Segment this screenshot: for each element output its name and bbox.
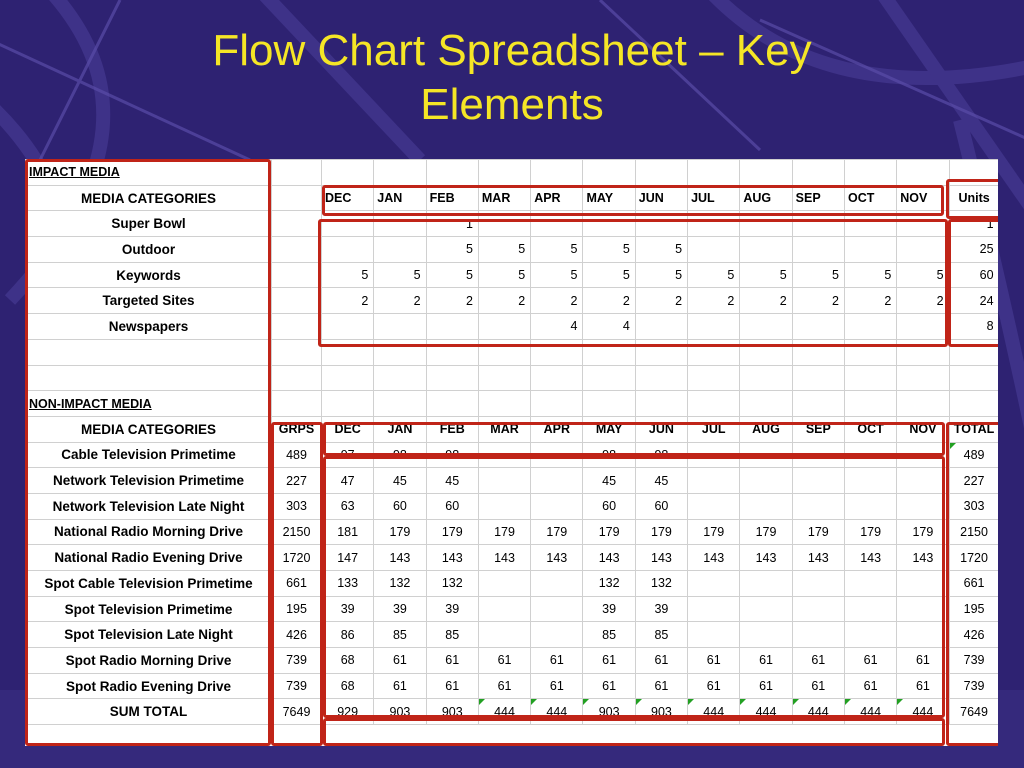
empty-cell[interactable] (635, 365, 687, 391)
impact-months-header-highlight (322, 185, 944, 216)
data-cell[interactable]: 2 (374, 288, 426, 314)
month-header[interactable]: JUN (635, 416, 687, 442)
data-cell[interactable]: 179 (583, 519, 635, 545)
units-cell[interactable]: 1 (949, 211, 998, 237)
data-cell[interactable]: 5 (531, 262, 583, 288)
data-cell[interactable]: 97 (322, 442, 374, 468)
data-cell[interactable]: 45 (426, 468, 478, 494)
empty-cell[interactable] (322, 365, 374, 391)
media-category-label[interactable]: Newspapers (26, 314, 272, 340)
month-header[interactable]: FEB (426, 416, 478, 442)
data-cell[interactable]: 61 (844, 648, 896, 674)
empty-cell[interactable] (583, 160, 635, 186)
empty-cell[interactable] (272, 314, 322, 340)
sum-data-cell[interactable]: 929 (322, 699, 374, 725)
empty-cell[interactable] (272, 211, 322, 237)
total-cell[interactable]: 195 (949, 596, 998, 622)
total-cell[interactable]: 2150 (949, 519, 998, 545)
data-cell[interactable]: 45 (374, 468, 426, 494)
data-cell[interactable]: 132 (374, 571, 426, 597)
data-cell[interactable]: 5 (688, 262, 740, 288)
impact-categories-header[interactable]: MEDIA CATEGORIES (26, 185, 272, 211)
sum-data-cell[interactable]: 444 (688, 699, 740, 725)
grps-cell[interactable]: 661 (272, 571, 322, 597)
total-cell[interactable]: 1720 (949, 545, 998, 571)
month-header[interactable]: AUG (740, 416, 792, 442)
impact-units-header-highlight (946, 179, 998, 219)
month-header[interactable]: DEC (322, 185, 374, 211)
sum-data-cell[interactable]: 903 (426, 699, 478, 725)
empty-cell[interactable] (374, 391, 426, 417)
empty-cell[interactable] (272, 262, 322, 288)
month-header[interactable]: DEC (322, 416, 374, 442)
sum-total-months-highlight (323, 718, 945, 746)
total-cell[interactable]: 227 (949, 468, 998, 494)
empty-cell[interactable] (374, 365, 426, 391)
data-cell[interactable]: 2 (635, 288, 687, 314)
month-header[interactable]: APR (531, 185, 583, 211)
empty-cell[interactable] (478, 391, 530, 417)
non-impact-categories-header[interactable]: MEDIA CATEGORIES (26, 416, 272, 442)
data-cell[interactable]: 143 (740, 545, 792, 571)
empty-cell[interactable] (897, 391, 949, 417)
media-category-label[interactable]: Spot Television Primetime (26, 596, 272, 622)
month-header[interactable]: FEB (426, 185, 478, 211)
grps-cell[interactable]: 489 (272, 442, 322, 468)
media-category-label[interactable]: Spot Radio Morning Drive (26, 648, 272, 674)
data-cell[interactable]: 179 (792, 519, 844, 545)
data-cell[interactable]: 61 (583, 648, 635, 674)
grps-cell[interactable]: 739 (272, 648, 322, 674)
empty-cell[interactable] (322, 391, 374, 417)
data-cell[interactable]: 60 (426, 493, 478, 519)
empty-cell[interactable] (531, 391, 583, 417)
empty-cell[interactable] (740, 160, 792, 186)
data-cell[interactable]: 39 (322, 596, 374, 622)
month-header[interactable]: OCT (844, 416, 896, 442)
empty-cell[interactable] (272, 160, 322, 186)
data-cell[interactable]: 61 (897, 673, 949, 699)
data-cell[interactable]: 143 (635, 545, 687, 571)
sum-data-cell[interactable]: 444 (844, 699, 896, 725)
sum-data-cell[interactable]: 903 (374, 699, 426, 725)
data-cell[interactable]: 61 (531, 673, 583, 699)
data-cell[interactable]: 5 (844, 262, 896, 288)
empty-cell[interactable] (897, 160, 949, 186)
data-cell[interactable]: 5 (478, 237, 530, 263)
units-cell[interactable]: 24 (949, 288, 998, 314)
empty-cell[interactable] (426, 391, 478, 417)
data-cell[interactable]: 179 (897, 519, 949, 545)
empty-cell[interactable] (583, 391, 635, 417)
data-cell[interactable]: 179 (531, 519, 583, 545)
data-cell[interactable]: 2 (740, 288, 792, 314)
empty-cell[interactable] (740, 391, 792, 417)
data-cell[interactable]: 61 (478, 673, 530, 699)
month-header[interactable]: JUN (635, 185, 687, 211)
data-cell[interactable]: 39 (426, 596, 478, 622)
media-category-label[interactable]: Keywords (26, 262, 272, 288)
empty-cell[interactable] (740, 365, 792, 391)
month-header[interactable]: JUL (688, 416, 740, 442)
non-impact-values-highlight (323, 456, 945, 718)
data-cell[interactable]: 61 (688, 648, 740, 674)
data-cell[interactable]: 61 (478, 648, 530, 674)
data-cell[interactable]: 2 (844, 288, 896, 314)
data-cell[interactable]: 5 (426, 237, 478, 263)
empty-cell[interactable] (844, 160, 896, 186)
empty-cell[interactable] (688, 391, 740, 417)
sum-data-cell[interactable]: 444 (478, 699, 530, 725)
data-cell[interactable]: 4 (531, 314, 583, 340)
empty-cell[interactable] (272, 237, 322, 263)
data-cell[interactable]: 85 (583, 622, 635, 648)
empty-cell[interactable] (426, 365, 478, 391)
grps-cell[interactable]: 739 (272, 673, 322, 699)
data-cell[interactable]: 2 (583, 288, 635, 314)
data-cell[interactable]: 143 (531, 545, 583, 571)
data-cell[interactable]: 4 (583, 314, 635, 340)
units-cell[interactable]: 8 (949, 314, 998, 340)
total-cell[interactable]: 739 (949, 648, 998, 674)
data-cell[interactable]: 143 (583, 545, 635, 571)
data-cell[interactable]: 179 (740, 519, 792, 545)
data-cell[interactable]: 179 (426, 519, 478, 545)
units-cell[interactable]: 60 (949, 262, 998, 288)
grps-cell[interactable]: 227 (272, 468, 322, 494)
month-header[interactable]: APR (531, 416, 583, 442)
data-cell[interactable]: 5 (426, 262, 478, 288)
empty-cell[interactable] (897, 365, 949, 391)
data-cell[interactable]: 98 (635, 442, 687, 468)
grps-cell[interactable]: 2150 (272, 519, 322, 545)
data-cell[interactable]: 2 (792, 288, 844, 314)
data-cell[interactable]: 143 (478, 545, 530, 571)
sum-total-label[interactable]: SUM TOTAL (26, 699, 272, 725)
data-cell[interactable]: 45 (635, 468, 687, 494)
grps-cell[interactable]: 195 (272, 596, 322, 622)
data-cell[interactable]: 98 (583, 442, 635, 468)
total-cell[interactable]: 426 (949, 622, 998, 648)
data-cell[interactable]: 181 (322, 519, 374, 545)
slide-title-line-1: Flow Chart Spreadsheet – Key (212, 26, 812, 75)
empty-cell[interactable] (688, 160, 740, 186)
units-header[interactable]: Units (949, 185, 998, 211)
grps-column-highlight (271, 422, 323, 746)
month-header[interactable]: SEP (792, 185, 844, 211)
month-header[interactable]: NOV (897, 416, 949, 442)
empty-cell[interactable] (531, 160, 583, 186)
data-cell[interactable]: 5 (531, 237, 583, 263)
media-category-label[interactable]: Cable Television Primetime (26, 442, 272, 468)
data-cell[interactable]: 2 (531, 288, 583, 314)
data-cell[interactable]: 143 (374, 545, 426, 571)
empty-cell[interactable] (635, 160, 687, 186)
total-cell[interactable]: 489 (949, 442, 998, 468)
media-category-label[interactable]: National Radio Morning Drive (26, 519, 272, 545)
empty-cell[interactable] (426, 160, 478, 186)
empty-cell[interactable] (272, 391, 322, 417)
month-header[interactable]: MAR (478, 416, 530, 442)
empty-cell[interactable] (844, 365, 896, 391)
media-category-label[interactable]: Outdoor (26, 237, 272, 263)
data-cell[interactable]: 98 (426, 442, 478, 468)
data-cell[interactable]: 61 (583, 673, 635, 699)
grps-cell[interactable]: 303 (272, 493, 322, 519)
categories-column-highlight (25, 159, 271, 746)
grps-cell[interactable]: 426 (272, 622, 322, 648)
data-cell[interactable]: 2 (426, 288, 478, 314)
month-header[interactable]: OCT (844, 185, 896, 211)
data-cell[interactable]: 61 (374, 648, 426, 674)
impact-units-values-highlight (948, 219, 998, 347)
data-cell[interactable]: 147 (322, 545, 374, 571)
empty-cell[interactable] (792, 160, 844, 186)
data-cell[interactable]: 143 (792, 545, 844, 571)
data-cell[interactable]: 85 (426, 622, 478, 648)
data-cell[interactable]: 179 (844, 519, 896, 545)
empty-cell[interactable] (272, 365, 322, 391)
data-cell[interactable]: 179 (635, 519, 687, 545)
sum-data-cell[interactable]: 444 (740, 699, 792, 725)
data-cell[interactable]: 45 (583, 468, 635, 494)
data-cell[interactable]: 61 (426, 648, 478, 674)
media-category-label[interactable]: Spot Radio Evening Drive (26, 673, 272, 699)
data-cell[interactable]: 39 (583, 596, 635, 622)
slide-title-line-2: Elements (420, 80, 604, 129)
data-cell[interactable]: 85 (635, 622, 687, 648)
empty-cell[interactable] (272, 339, 322, 365)
data-cell[interactable]: 179 (374, 519, 426, 545)
month-header[interactable]: AUG (740, 185, 792, 211)
empty-cell[interactable] (322, 160, 374, 186)
data-cell[interactable]: 2 (688, 288, 740, 314)
empty-cell[interactable] (792, 365, 844, 391)
month-header[interactable]: MAY (583, 416, 635, 442)
data-cell[interactable]: 61 (740, 648, 792, 674)
empty-cell[interactable] (844, 391, 896, 417)
month-header[interactable]: MAR (478, 185, 530, 211)
non-impact-section-label[interactable]: NON-IMPACT MEDIA (26, 391, 272, 417)
data-cell[interactable]: 47 (322, 468, 374, 494)
impact-section-label[interactable]: IMPACT MEDIA (26, 160, 272, 186)
month-header[interactable]: NOV (897, 185, 949, 211)
data-cell[interactable]: 5 (635, 237, 687, 263)
data-cell[interactable]: 5 (583, 237, 635, 263)
data-cell[interactable]: 179 (478, 519, 530, 545)
data-cell[interactable]: 61 (844, 673, 896, 699)
data-cell[interactable]: 39 (635, 596, 687, 622)
media-category-label[interactable]: Targeted Sites (26, 288, 272, 314)
data-cell[interactable]: 86 (322, 622, 374, 648)
data-cell[interactable]: 5 (740, 262, 792, 288)
media-category-label[interactable]: Spot Cable Television Primetime (26, 571, 272, 597)
data-cell[interactable]: 143 (844, 545, 896, 571)
data-cell[interactable]: 179 (688, 519, 740, 545)
sum-data-cell[interactable]: 903 (583, 699, 635, 725)
sum-total-cell[interactable]: 7649 (949, 699, 998, 725)
data-cell[interactable]: 61 (740, 673, 792, 699)
data-cell[interactable]: 61 (426, 673, 478, 699)
media-category-label[interactable]: Spot Television Late Night (26, 622, 272, 648)
data-cell[interactable]: 61 (792, 648, 844, 674)
month-header[interactable]: MAY (583, 185, 635, 211)
empty-cell[interactable] (949, 365, 998, 391)
data-cell[interactable]: 2 (897, 288, 949, 314)
data-cell[interactable]: 143 (897, 545, 949, 571)
empty-cell[interactable] (272, 288, 322, 314)
sum-grps-cell[interactable]: 7649 (272, 699, 322, 725)
data-cell[interactable]: 61 (792, 673, 844, 699)
data-cell[interactable]: 61 (635, 673, 687, 699)
data-cell[interactable]: 68 (322, 673, 374, 699)
data-cell[interactable]: 61 (635, 648, 687, 674)
data-cell[interactable]: 60 (374, 493, 426, 519)
data-cell[interactable]: 5 (322, 262, 374, 288)
data-cell[interactable]: 61 (531, 648, 583, 674)
empty-cell[interactable] (272, 185, 322, 211)
empty-cell[interactable] (583, 365, 635, 391)
empty-cell[interactable] (792, 391, 844, 417)
data-cell[interactable]: 132 (635, 571, 687, 597)
data-cell[interactable]: 2 (478, 288, 530, 314)
data-cell[interactable]: 5 (792, 262, 844, 288)
media-category-label[interactable]: Network Television Late Night (26, 493, 272, 519)
data-cell[interactable]: 1 (426, 211, 478, 237)
total-cell[interactable]: 661 (949, 571, 998, 597)
units-cell[interactable]: 25 (949, 237, 998, 263)
data-cell[interactable]: 85 (374, 622, 426, 648)
data-cell[interactable]: 61 (688, 673, 740, 699)
data-cell[interactable]: 5 (897, 262, 949, 288)
empty-cell[interactable] (949, 391, 998, 417)
impact-values-highlight (318, 219, 948, 347)
data-cell[interactable]: 63 (322, 493, 374, 519)
empty-cell[interactable] (374, 160, 426, 186)
sum-data-cell[interactable]: 444 (897, 699, 949, 725)
data-cell[interactable]: 60 (635, 493, 687, 519)
total-column-highlight (946, 422, 998, 746)
data-cell[interactable]: 143 (688, 545, 740, 571)
data-cell[interactable]: 5 (374, 262, 426, 288)
non-impact-months-header-highlight (323, 422, 945, 456)
total-cell[interactable]: 739 (949, 673, 998, 699)
grps-header[interactable]: GRPS (272, 416, 322, 442)
empty-cell[interactable] (478, 365, 530, 391)
media-category-label[interactable]: National Radio Evening Drive (26, 545, 272, 571)
sum-data-cell[interactable]: 444 (531, 699, 583, 725)
data-cell[interactable]: 132 (583, 571, 635, 597)
data-cell[interactable]: 2 (322, 288, 374, 314)
sum-data-cell[interactable]: 903 (635, 699, 687, 725)
slide-title (0, 24, 1024, 132)
data-cell[interactable]: 143 (426, 545, 478, 571)
data-cell[interactable]: 5 (635, 262, 687, 288)
empty-cell[interactable] (688, 365, 740, 391)
data-cell[interactable]: 39 (374, 596, 426, 622)
empty-cell[interactable] (478, 160, 530, 186)
media-category-label[interactable]: Super Bowl (26, 211, 272, 237)
month-header[interactable]: JUL (688, 185, 740, 211)
empty-cell[interactable] (635, 391, 687, 417)
month-header[interactable]: SEP (792, 416, 844, 442)
data-cell[interactable]: 98 (374, 442, 426, 468)
total-header[interactable]: TOTAL (949, 416, 998, 442)
sum-data-cell[interactable]: 444 (792, 699, 844, 725)
data-cell[interactable]: 133 (322, 571, 374, 597)
total-cell[interactable]: 303 (949, 493, 998, 519)
data-cell[interactable]: 61 (374, 673, 426, 699)
data-cell[interactable]: 60 (583, 493, 635, 519)
grps-cell[interactable]: 1720 (272, 545, 322, 571)
media-category-label[interactable]: Network Television Primetime (26, 468, 272, 494)
month-header[interactable]: JAN (374, 185, 426, 211)
data-cell[interactable]: 68 (322, 648, 374, 674)
empty-cell[interactable] (531, 365, 583, 391)
data-cell[interactable]: 132 (426, 571, 478, 597)
data-cell[interactable]: 5 (478, 262, 530, 288)
month-header[interactable]: JAN (374, 416, 426, 442)
data-cell[interactable]: 61 (897, 648, 949, 674)
data-cell[interactable]: 5 (583, 262, 635, 288)
spreadsheet (25, 159, 998, 746)
